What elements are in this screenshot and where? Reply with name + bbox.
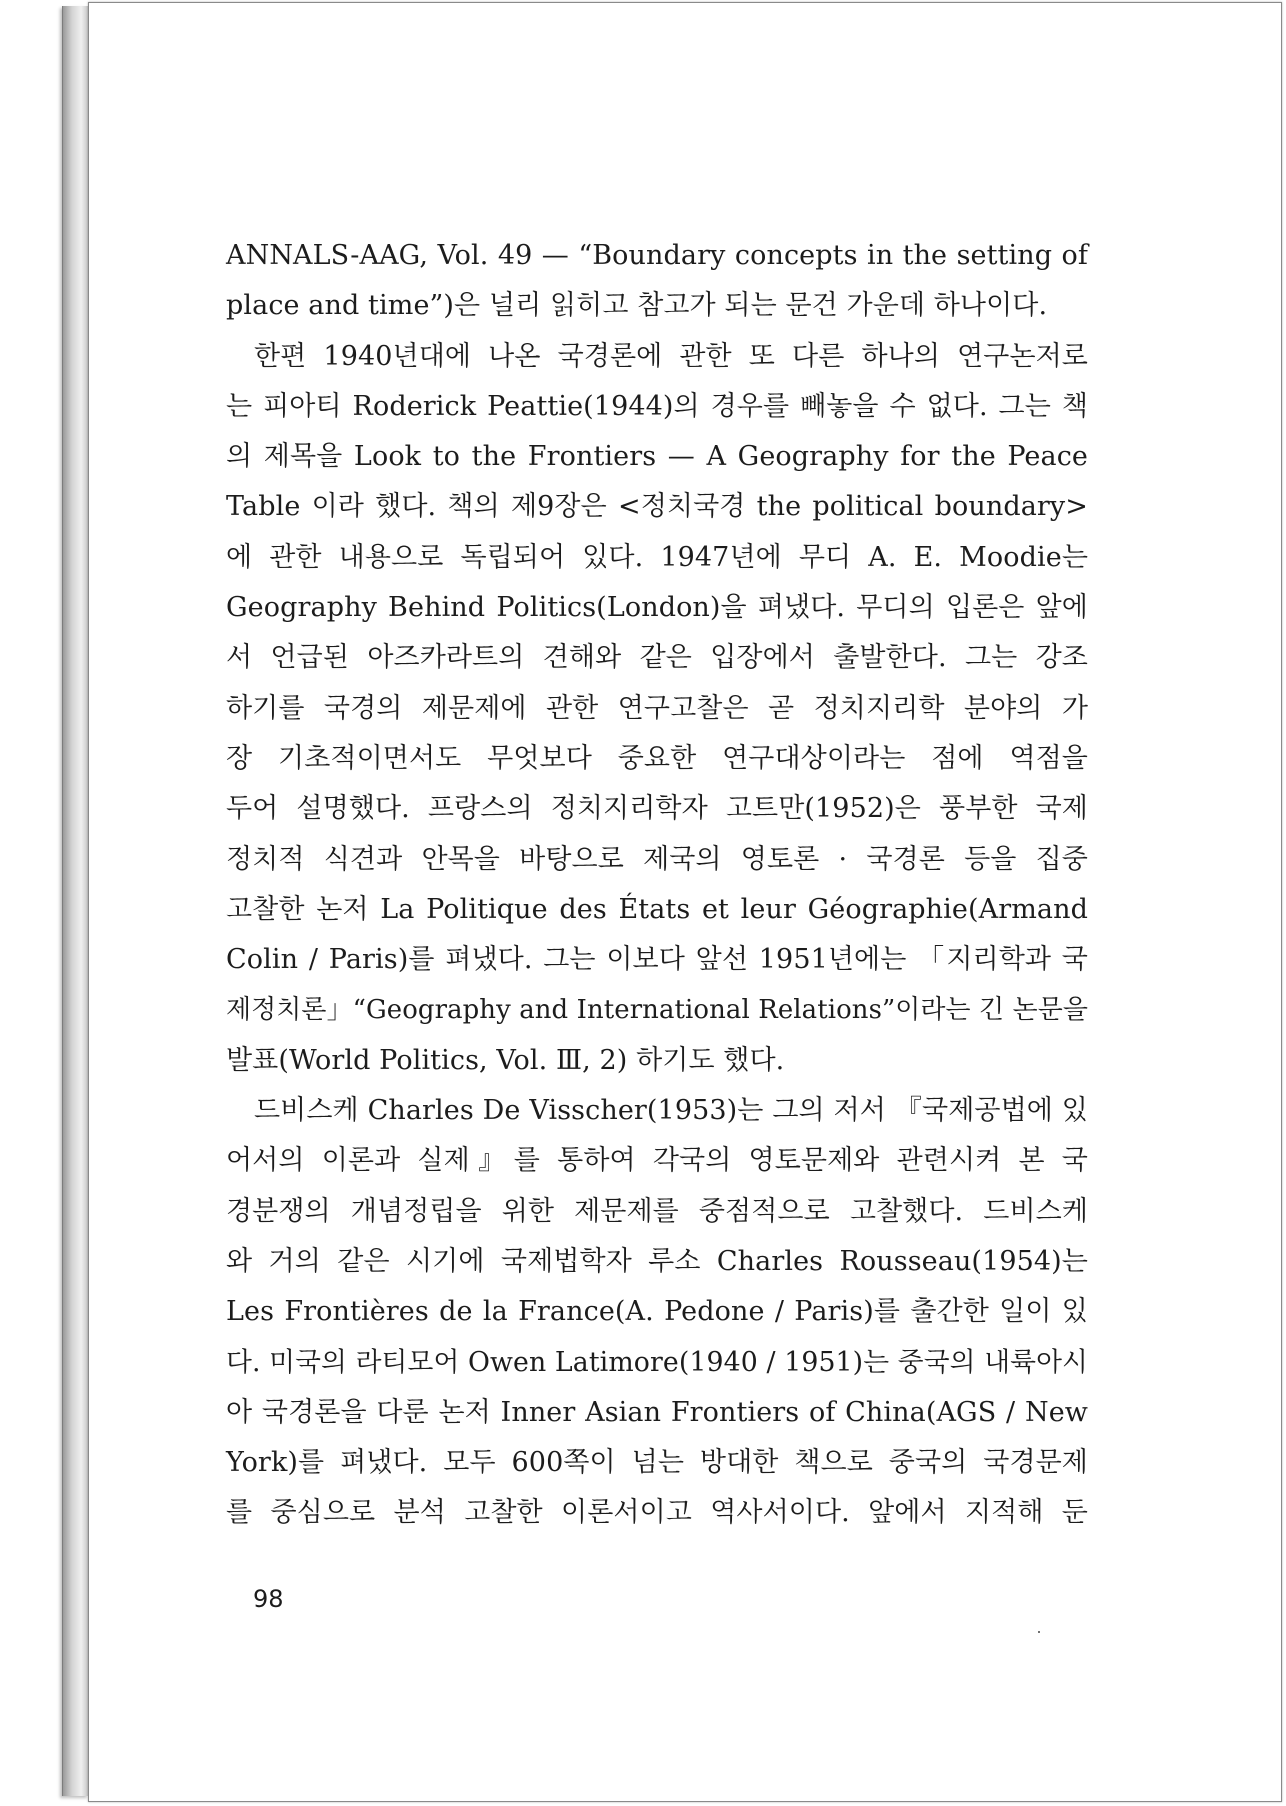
text-line: 장 기초적이면서도 무엇보다 중요한 연구대상이라는 점에 역점을 — [226, 742, 1088, 774]
text-line: 다. 미국의 라티모어 Owen Latimore(1940 / 1951)는 중국의 내륙아시 — [226, 1346, 1088, 1378]
page-number: 98 — [253, 1585, 284, 1613]
text-line: 에 관한 내용으로 독립되어 있다. 1947년에 무디 A. E. Moodie는 — [226, 541, 1088, 573]
text-line: 서 언급된 아즈카라트의 견해와 같은 입장에서 출발한다. 그는 강조 — [226, 642, 1088, 674]
text-line: 는 피아티 Roderick Peattie(1944)의 경우를 빼놓을 수 없다. 그는 책 — [226, 390, 1088, 422]
text-line: 경분쟁의 개념정립을 위한 제문제를 중점적으로 고찰했다. 드비스케 — [226, 1195, 1088, 1227]
text-line: 어서의 이론과 실제』를 통하여 각국의 영토문제와 관련시켜 본 국 — [226, 1145, 1088, 1177]
text-line: 하기를 국경의 제문제에 관한 연구고찰은 곧 정치지리학 분야의 가 — [226, 692, 1088, 724]
text-line: Table 이라 했다. 책의 제9장은 <정치국경 the political boundary> — [226, 491, 1088, 523]
text-line: 제정치론」“Geography and International Relations”이라는 긴 논문을 — [226, 995, 1088, 1026]
text-line: 두어 설명했다. 프랑스의 정치지리학자 고트만(1952)은 풍부한 국제 — [226, 793, 1088, 825]
book-page-edge — [62, 6, 89, 1796]
text-line: 를 중심으로 분석 고찰한 이론서이고 역사서이다. 앞에서 지적해 둔 — [226, 1497, 1088, 1529]
text-line: 한편 1940년대에 나온 국경론에 관한 또 다른 하나의 연구논저로 — [254, 340, 1088, 372]
text-line: 발표(World Politics, Vol. Ⅲ, 2) 하기도 했다. — [226, 1044, 785, 1076]
text-line: Les Frontières de la France(A. Pedone / Paris)를 출간한 일이 있 — [226, 1296, 1088, 1328]
text-line: Geography Behind Politics(London)을 펴냈다. 무디의 입론은 앞에 — [226, 592, 1088, 624]
text-line: York)를 펴냈다. 모두 600쪽이 넘는 방대한 책으로 중국의 국경문제 — [226, 1447, 1088, 1479]
text-line: place and time”)은 널리 읽히고 참고가 되는 문건 가운데 하나이다. — [226, 290, 1048, 322]
book-page — [88, 2, 1282, 1802]
text-line: Colin / Paris)를 펴냈다. 그는 이보다 앞선 1951년에는 「지리학과 국 — [226, 944, 1088, 976]
text-line: 드비스케 Charles De Visscher(1953)는 그의 저서 『국제공법에 있 — [254, 1095, 1088, 1127]
text-line: 고찰한 논저 La Politique des États et leur Géographie(Armand — [226, 893, 1088, 925]
text-line: ANNALS-AAG, Vol. 49 — “Boundary concepts in the setting of — [226, 240, 1088, 271]
text-line: 의 제목을 Look to the Frontiers — A Geography for the Peace — [226, 441, 1088, 473]
body-text — [226, 231, 1088, 1539]
text-line: 정치적 식견과 안목을 바탕으로 제국의 영토론 · 국경론 등을 집중 — [226, 843, 1088, 875]
text-line: 아 국경론을 다룬 논저 Inner Asian Frontiers of China(AGS / New — [226, 1396, 1088, 1428]
text-line: 와 거의 같은 시기에 국제법학자 루소 Charles Rousseau(1954)는 — [226, 1245, 1088, 1277]
print-speck — [1038, 1631, 1040, 1633]
